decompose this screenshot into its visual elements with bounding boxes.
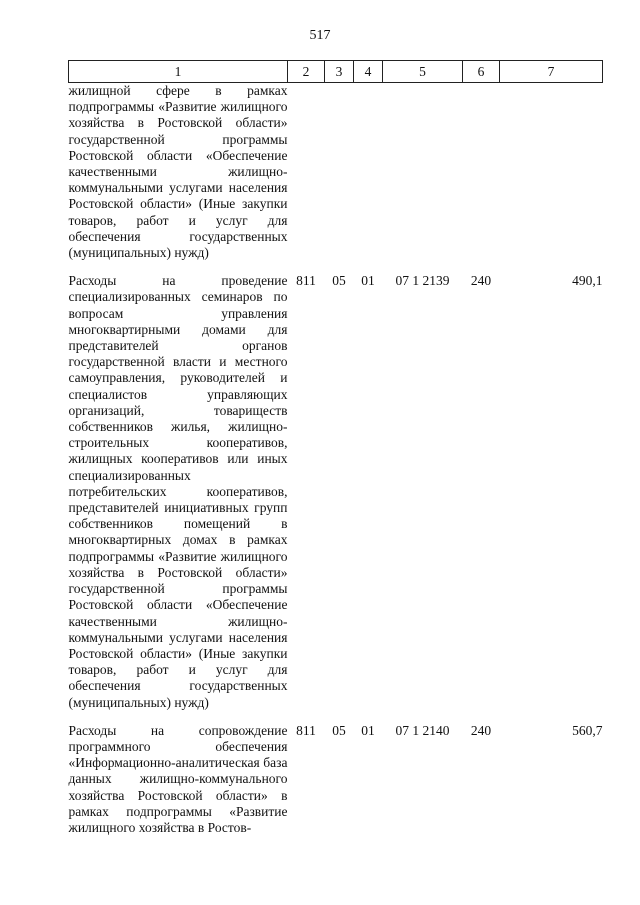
row-description: жилищной сфере в рамках подпрограммы «Развитие жилищного хозяйства в Ростовской области» государственной программы Ростовской области «Обеспечение качественными жилищно-коммунальными услугами населения Ростовской области» (Иные закупки товаров, работ и услуг для обеспечения государственных (муниципальных) нужд) bbox=[68, 83, 288, 261]
header-col-5: 5 bbox=[383, 61, 463, 83]
header-col-3: 3 bbox=[325, 61, 354, 83]
header-col-1: 1 bbox=[69, 61, 288, 83]
row-target-article: 07 1 2139 bbox=[395, 273, 450, 289]
table-row bbox=[69, 723, 603, 836]
row-amount bbox=[500, 83, 603, 274]
row-description: Расходы на проведение специализированных семинаров по вопросам управления многоквартирными домами для представителей органов государственной власти и местного самоуправления, руководителей и специалистов управляющих организаций, товариществ собственников жилья, жилищно-строительных кооперативов, жилищных кооперативов или иных специализированных потребительских кооперативов, представителей инициативных групп собственников помещений в многоквартирных домах в рамках подпрограммы «Развитие жилищного хозяйства в Ростовской области» государственной программы Ростовской области «Обеспечение качественными жилищно-коммунальными услугами населения Ростовской области» (Иные закупки товаров, работ и услуг для обеспечения государственных (муниципальных) нужд) bbox=[68, 273, 288, 710]
row-amount: 560,7 bbox=[572, 722, 603, 738]
row-ministry-code: 811 bbox=[296, 273, 316, 289]
row-ministry-code bbox=[288, 83, 325, 274]
row-description: Расходы на сопровождение программного обеспечения «Информационно-аналитическая база данных жилищно-коммунального хозяйства Ростовской области» в рамках подпрограммы «Развитие жилищного хозяйства в Ростов- bbox=[68, 722, 288, 835]
header-col-2: 2 bbox=[288, 61, 325, 83]
row-amount: 490,1 bbox=[572, 273, 603, 289]
budget-table bbox=[68, 60, 603, 836]
row-subsection-code: 01 bbox=[361, 273, 375, 289]
row-expense-type: 240 bbox=[470, 722, 492, 738]
row-section-code bbox=[325, 83, 354, 274]
row-expense-type bbox=[463, 83, 500, 274]
row-target-article: 07 1 2140 bbox=[395, 722, 450, 738]
header-col-4: 4 bbox=[354, 61, 383, 83]
header-col-7: 7 bbox=[500, 61, 603, 83]
row-section-code: 05 bbox=[332, 722, 346, 738]
row-target-article bbox=[383, 83, 463, 274]
row-ministry-code: 811 bbox=[296, 722, 316, 738]
table-row bbox=[69, 83, 603, 274]
row-subsection-code: 01 bbox=[361, 722, 375, 738]
table-row bbox=[69, 273, 603, 722]
header-col-6: 6 bbox=[463, 61, 500, 83]
table-header-row bbox=[69, 61, 603, 83]
row-expense-type: 240 bbox=[470, 273, 492, 289]
row-section-code: 05 bbox=[332, 273, 346, 289]
page-number: 517 bbox=[309, 28, 331, 43]
row-subsection-code bbox=[354, 83, 383, 274]
